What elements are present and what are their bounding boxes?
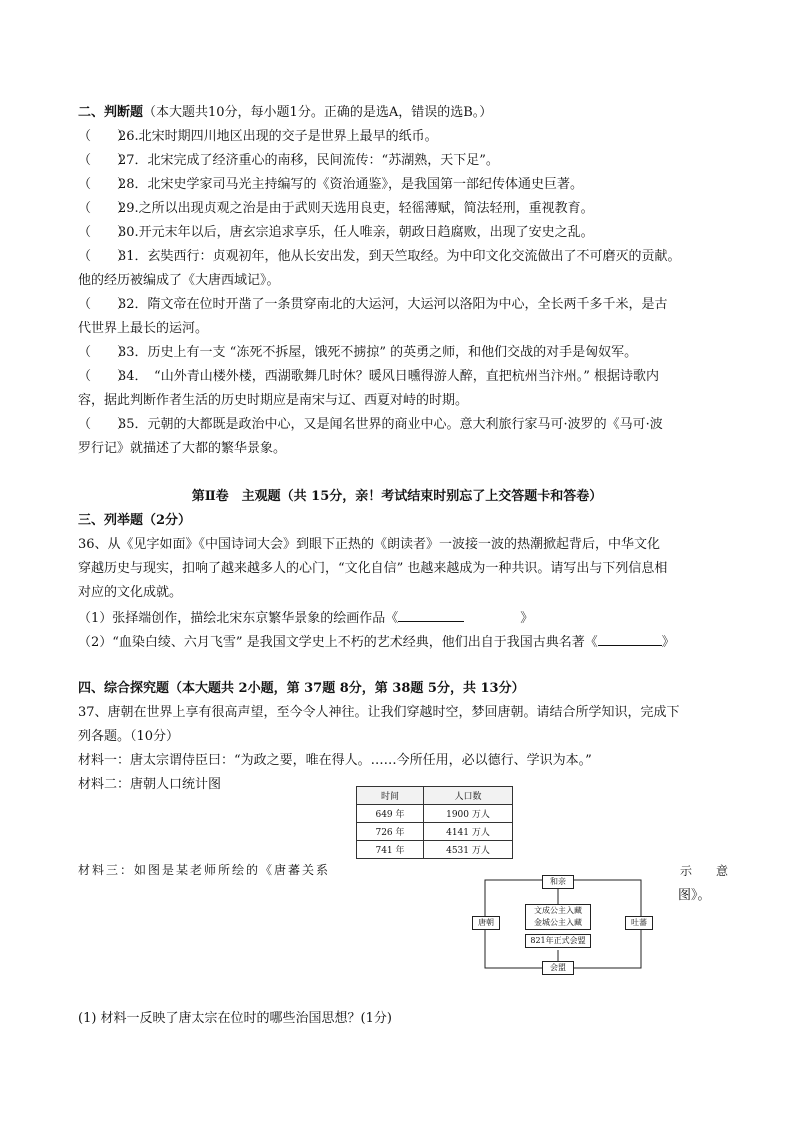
item-text: 35．元朝的大都既是政治中心，又是闻名世界的商业中心。意大利旅行家马可·波罗的《马可·波 bbox=[118, 417, 663, 432]
answer-paren[interactable]: （ ） bbox=[78, 129, 131, 144]
section4-heading: 四、综合探究题（本大题共 2小题，第 37题 8分，第 38题 5分，共 13分） bbox=[78, 681, 525, 696]
q36-line3: 对应的文化成就。 bbox=[78, 585, 183, 600]
q37-line2: 列各题。（10分） bbox=[78, 729, 180, 744]
answer-paren[interactable]: （ ） bbox=[78, 201, 131, 216]
q36-line2: 穿越历史与现实，扣响了越来越多人的心门，“文化自信” 也越来越成为一种共识。请写出与下列信息相 bbox=[78, 561, 668, 576]
sub2-text: （2）“血染白绫、六月飞雪” 是我国文学史上不朽的艺术经典，他们出自于我国古典名著《 bbox=[78, 635, 598, 650]
diagram-princess-box bbox=[525, 904, 591, 930]
item-text: 27．北宋完成了经济重心的南移，民间流传：“苏湖熟，天下足”。 bbox=[118, 153, 499, 168]
diagram-tang-label: 唐朝 bbox=[472, 916, 500, 930]
table-cell-year: 726 年 bbox=[357, 823, 424, 841]
item-33 bbox=[78, 344, 637, 361]
q37-sub1: (1) 材料一反映了唐太宗在位时的哪些治国思想？(1分) bbox=[78, 1011, 392, 1026]
q36-line1: 36、从《见字如面》《中国诗词大会》到眼下正热的《朗读者》一波接一波的热潮掀起背后，中华文化 bbox=[78, 537, 661, 552]
table-header-time: 时间 bbox=[357, 787, 424, 805]
diagram-princess-jincheng: 金城公主入藏 bbox=[534, 918, 582, 927]
item-26 bbox=[78, 128, 438, 145]
item-31-cont: 他的经历被编成了《大唐西域记》。 bbox=[78, 273, 280, 288]
item-text: 34． “山外青山楼外楼，西湖歌舞几时休？暖风日曛得游人醉，直把杭州当汴州。” 根据诗歌内 bbox=[118, 369, 659, 384]
item-35-cont: 罗行记》就描述了大都的繁华景象。 bbox=[78, 441, 287, 456]
table-row bbox=[357, 823, 513, 841]
item-text: 32．隋文帝在位时开凿了一条贯穿南北的大运河，大运河以洛阳为中心，全长两千多千米，是古 bbox=[118, 297, 668, 312]
item-text: 26.北宋时期四川地区出现的交子是世界上最早的纸币。 bbox=[118, 129, 438, 144]
item-text: 29.之所以出现贞观之治是由于武则天选用良吏，轻徭薄赋，简法轻刑，重视教育。 bbox=[118, 201, 594, 216]
sub1-close: 》 bbox=[520, 611, 534, 626]
material-3-left: 材料三：如图是某老师所绘的《唐蕃关系 bbox=[78, 863, 331, 877]
diagram-tubo-label: 吐蕃 bbox=[625, 916, 653, 930]
item-32-cont: 代世界上最长的运河。 bbox=[78, 321, 209, 336]
answer-paren[interactable]: （ ） bbox=[78, 369, 131, 384]
answer-paren[interactable]: （ ） bbox=[78, 177, 131, 192]
answer-paren[interactable]: （ ） bbox=[78, 225, 131, 240]
diagram-princess-wencheng: 文成公主入藏 bbox=[534, 906, 582, 915]
item-text: 30.开元末年以后，唐玄宗追求享乐，任人唯亲，朝政日趋腐败，出现了安史之乱。 bbox=[118, 225, 594, 240]
section2-heading-line bbox=[78, 104, 492, 121]
diagram-alliance-821: 821年正式会盟 bbox=[525, 934, 591, 948]
answer-paren[interactable]: （ ） bbox=[78, 249, 131, 264]
material-3-end: 图》。 bbox=[678, 888, 711, 903]
table-cell-population: 4141 万人 bbox=[424, 823, 513, 841]
section2-note: （本大题共10分，每小题1分。正确的是选A，错误的选B。） bbox=[143, 105, 493, 120]
section2-heading: 二、判断题 bbox=[78, 105, 144, 120]
item-30 bbox=[78, 224, 594, 241]
item-34-cont: 容，据此判断作者生活的历史时期应是南宋与辽、西夏对峙的时期。 bbox=[78, 393, 469, 408]
table-cell-population: 4531 万人 bbox=[424, 841, 513, 859]
answer-paren[interactable]: （ ） bbox=[78, 153, 131, 168]
sub1-text: （1）张择端创作，描绘北宋东京繁华景象的绘画作品《 bbox=[78, 611, 399, 626]
table-header-row bbox=[357, 787, 513, 805]
material-3-mid: 示 意 bbox=[680, 864, 735, 878]
item-28 bbox=[78, 176, 583, 193]
item-31 bbox=[78, 248, 681, 265]
table-header-population: 人口数 bbox=[424, 787, 513, 805]
diagram-heqin-label: 和亲 bbox=[542, 875, 574, 889]
table-cell-population: 1900 万人 bbox=[424, 805, 513, 823]
q36-sub1 bbox=[78, 608, 533, 627]
table-row bbox=[357, 841, 513, 859]
sub2-close: 》 bbox=[661, 635, 675, 650]
item-34 bbox=[78, 368, 659, 385]
item-text: 28．北宋史学家司马光主持编写的《资治通鉴》，是我国第一部纪传体通史巨著。 bbox=[118, 177, 584, 192]
sub2-answer-blank[interactable] bbox=[598, 632, 662, 646]
table-cell-year: 741 年 bbox=[357, 841, 424, 859]
q37-line1: 37、唐朝在世界上享有很高声望，至今令人神往。让我们穿越时空，梦回唐朝。请结合所学知识，完成下 bbox=[78, 705, 680, 720]
answer-paren[interactable]: （ ） bbox=[78, 345, 131, 360]
population-table bbox=[356, 786, 513, 859]
item-text: 31．玄奘西行：贞观初年，他从长安出发，到天竺取经。为中印文化交流做出了不可磨灭的贡献。 bbox=[118, 249, 681, 264]
item-27 bbox=[78, 152, 499, 169]
section3-heading: 三、列举题（2分） bbox=[78, 513, 192, 528]
part2-title: 第Ⅱ卷 主观题（共 15分，亲！考试结束时别忘了上交答题卡和答卷） bbox=[191, 489, 603, 504]
table-row bbox=[357, 805, 513, 823]
diagram-huimeng-label: 会盟 bbox=[542, 961, 574, 975]
q36-sub2 bbox=[78, 632, 675, 651]
item-29 bbox=[78, 200, 594, 217]
material-2: 材料二：唐朝人口统计图 bbox=[78, 777, 222, 792]
table-cell-year: 649 年 bbox=[357, 805, 424, 823]
item-35 bbox=[78, 416, 663, 433]
answer-paren[interactable]: （ ） bbox=[78, 417, 131, 432]
item-text: 33．历史上有一支 “冻死不拆屋，饿死不掳掠” 的英勇之师，和他们交战的对手是匈奴军。 bbox=[118, 345, 638, 360]
material-1: 材料一：唐太宗谓侍臣曰：“为政之要，唯在得人。……今所任用，必以德行、学识为本。” bbox=[78, 753, 592, 768]
answer-paren[interactable]: （ ） bbox=[78, 297, 131, 312]
sub1-answer-blank[interactable] bbox=[398, 608, 464, 622]
item-32 bbox=[78, 296, 668, 313]
